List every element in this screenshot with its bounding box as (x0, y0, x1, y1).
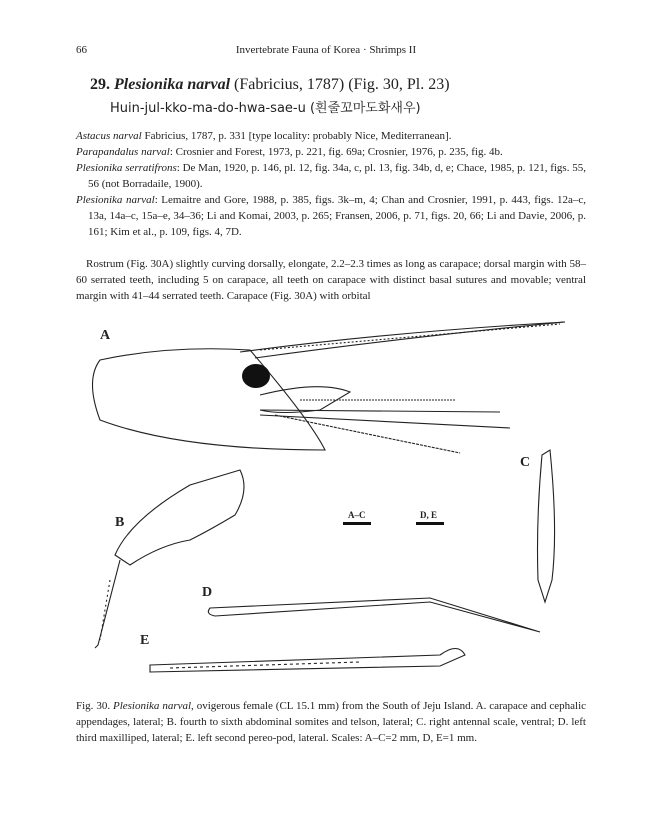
caption-text: , ovigerous female (CL 15.1 mm) from the South of Jeju Island. A. carapace and cephalic appendages, lateral; B. fourth to sixth abdominal somites and telson, lateral; C. right antennal scale, ventral; D. left third maxilliped, lateral; E. left second pereo-pod, lateral. Scales: A–C=2 mm, D, E=1 mm. (76, 700, 587, 744)
caption-prefix: Fig. 30. (76, 700, 111, 712)
synonymy-entry (76, 128, 586, 144)
species-name: Plesionika narval (114, 76, 231, 93)
antennal-flagellum (260, 415, 510, 428)
rostrum-serration (260, 324, 560, 350)
species-number: 29. (90, 76, 110, 93)
korean-name: Huin-jul-kko-ma-do-hwa-sae-u (흰줄꼬마도화새우) (110, 101, 421, 116)
description-paragraph: Rostrum (Fig. 30A) slightly curving dorsally, elongate, 2.2–2.3 times as long as carapace; dorsal margin with 58–60 serrated teeth, including 5 on carapace, all teeth on carapace with distinct basal sutures and movable; ventral margin with 41–44 serrated teeth. Carapace (Fig. 30A) with orbital (76, 258, 586, 302)
telson-spines (100, 580, 110, 640)
pereopod (150, 649, 465, 673)
scale-bar-a-c (343, 522, 371, 525)
synonymy-list (76, 128, 586, 240)
figure-label-c: C (520, 455, 531, 470)
page-number: 66 (76, 44, 87, 56)
synonymy-entry (76, 144, 586, 160)
figure-drawing (60, 300, 590, 680)
figure-label-d: D (202, 585, 213, 600)
synonym-name: Plesionika serratifrons (76, 162, 177, 174)
scale-label-d-e: D, E (420, 510, 438, 520)
figure-label-b: B (115, 515, 125, 530)
figure-caption (76, 698, 586, 746)
species-title (90, 76, 450, 94)
abdomen-outline (115, 470, 244, 565)
scale-label-a-c: A–C (348, 510, 366, 520)
figure-label-a: A (100, 328, 111, 343)
synonym-name: Plesionika narval (76, 194, 155, 206)
figure-30 (60, 300, 590, 680)
figure-label-e: E (140, 633, 150, 648)
synonym-citation: : Crosnier and Forest, 1973, p. 221, fig. 69a; Crosnier, 1976, p. 235, fig. 4b. (169, 146, 503, 158)
synonymy-entry (76, 160, 586, 192)
synonym-citation: : Lemaitre and Gore, 1988, p. 385, figs. 3k–m, 4; Chan and Crosnier, 1991, p. 443, figs. 12a–c, 13a, 14a–c, 15a–e, 34–36; Li and Komai, 2003, p. 265; Fransen, 2006, p. 71, figs. 20, 66; Li and Davie, 2006, p. 161; Kim et al., p. 109, figs. 4, 7D. (88, 194, 587, 238)
species-authority: (Fabricius, 1787) (Fig. 30, Pl. 23) (234, 76, 450, 93)
eye (242, 364, 270, 388)
maxilliped (208, 598, 540, 632)
synonymy-entry (76, 192, 586, 240)
caption-species: Plesionika narval (112, 700, 192, 712)
running-title: Invertebrate Fauna of Korea · Shrimps II (235, 44, 417, 56)
synonym-citation: : De Man, 1920, p. 146, pl. 12, fig. 34a, c, pl. 13, fig. 34b, d, e; Chace, 1985, p. 121, figs. 55, 56 (not Borradaile, 1900). (88, 162, 586, 190)
synonym-name: Astacus narval (76, 130, 142, 142)
synonym-citation: Fabricius, 1787, p. 331 [type locality: probably Nice, Mediterranean]. (141, 130, 452, 142)
carapace-outline (93, 349, 326, 450)
scale-bar-d-e (416, 522, 444, 525)
telson (95, 560, 120, 648)
synonym-name: Parapandalus narval (76, 146, 170, 158)
antennal-scale (538, 450, 555, 602)
